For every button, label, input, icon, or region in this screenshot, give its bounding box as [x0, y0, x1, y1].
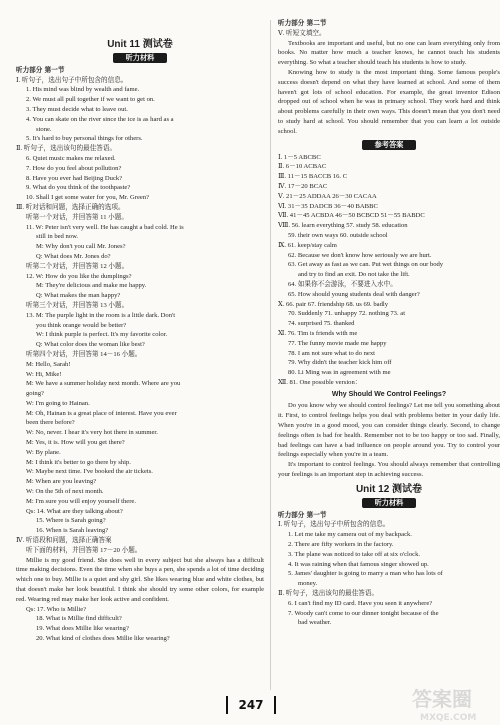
listening-banner: 听力材料 [362, 498, 416, 508]
part-heading: Ⅴ. 听短文填空。 [278, 29, 326, 37]
essay-paragraph: Do you know why we should control feelings? Let me tell you something about it. First, to control feelings helps you deal with problems better in your daily life. When you're in a good mood, you can consider things clearly. Second, to change feelings often is bad for health. Remember not to be too happy or too sad. Finally, bad feelings can have a bad influence on people around you. Try to control your feelings especially when you're in a team. [278, 402, 500, 459]
part-heading: Ⅰ. 听句子，选出句子中所包含的信息。 [278, 521, 390, 529]
answer-list: Ⅰ. 1－5 ABCBC Ⅱ. 6－10 ACBAC Ⅲ. 11－15 BACCB 16. C Ⅳ. 17－20 BCAC Ⅴ. 21－25 ADDAA 26－30 CACAA Ⅵ. 31－35 DADCB 36－40 BABBC Ⅶ. 41－45 ACBDA 46－50 BCBCD 51－55 BABDC Ⅷ. 56. learn everything 57. study 58. education 59. their own ways 60. outside school Ⅸ. 61. keep/stay calm 62. Because we don't know how seriously we are hurt. 63. Get away as fast as we can. Put wet things on our body and try to find an exit. Do not take the lift. 64. 如果你不会游泳，不要进入水中。 65. How should young students deal with danger? Ⅹ. 66. pair 67. friendship 68. us 69. badly 70. Suddenly 71. unhappy 72. nothing 73. at 74. surprised 75. thanked Ⅺ. 76. Tim is friends with me 77. The funny movie made me happy 78. I am not sure what to do next 79. Why didn't the teacher kick him off 80. Li Ming was in agreement with me Ⅻ. 81. One possible version： [278, 153, 444, 386]
passage-paragraph: Textbooks are important and useful, but no one can learn everything only from books. No matter how much a teacher knows, he cannot teach his students everything. So what a teacher should teach his students is how to study. [278, 39, 500, 67]
part-heading: Ⅳ. 听语段和问题，选择正确答案 [16, 537, 112, 545]
essay-paragraph: It's important to control feelings. You should always remember that controlling your feelings is an important step in achieving success. [278, 461, 500, 479]
left-column [16, 18, 264, 644]
list-part2: 6. Quiet music makes me relaxed. 7. How do you feel about pollution? 8. Have you ever had Beijing Duck? 9. What do you think of the toothpaste? 10. Shall I get some water for you, Mr. Green? [26, 154, 150, 202]
passage-intro: 听下面的材料，并回答第 17－20 小题。 [26, 546, 142, 554]
right-column [278, 18, 500, 628]
dialogue-intro: 听第二个对话，并回答第 12 小题。 [26, 262, 129, 270]
part-heading: Ⅱ. 听句子，选出该句的最佳答语。 [278, 590, 379, 598]
list-part1: 1. His mind was blind by wealth and fame. 2. We must all pull together if we want to get on. 3. They must decide what to leave out. 4. You can skate on the river since the ice is as hard as a stone. 5. It's hard to buy personal things for others. [26, 86, 174, 143]
dialogue-3: 13. M: The purple light in the room is a little dark. Don't you think orange would be better? W: I think purple is perfect. It's my favorite color. Q: What color does the woman like best? [26, 311, 176, 349]
listening-banner: 听力材料 [113, 53, 167, 63]
exam-page [10, 10, 500, 700]
dialogue-intro: 听第四个对话，并回答第 14－16 小题。 [26, 350, 142, 358]
part-heading: Ⅲ. 听对话和问题，选择正确的选项。 [16, 203, 125, 211]
watermark-logo [408, 680, 494, 724]
dialogue-2: 12. W: How do you like the dumplings? M: They're delicious and make me happy. Q: What makes the man happy? [26, 272, 147, 300]
part-heading: Ⅰ. 听句子，选出句子中所包含的信息。 [16, 76, 128, 84]
dialogue-4: M: Hello, Sarah! W: Hi, Mike! M: We have a summer holiday next month. Where are you going? W: I'm going to Hainan. M: Oh, Hainan is a great place of interest. Have you ever been there before? W: No, never. I hear it's very hot there in summer. M: Yes, it is. How will you get there? W: By plane. M: I think it's better to go there by ship. W: Maybe next time. I've booked the air tickets. M: When are you leaving? W: On the 5th of next month. M: I'm sure you will enjoy yourself there. Qs: 14. What are they talking about? 15. Where is Sarah going? 16. When is Sarah leaving? [26, 360, 181, 535]
answers-banner: 参考答案 [362, 140, 416, 150]
part-heading: Ⅱ. 听句子，选出该句的最佳答语。 [16, 145, 117, 153]
column-divider [270, 20, 271, 690]
watermark-text: 答案圈 [412, 687, 472, 711]
list-u12-part1: 1. Let me take my camera out of my backpack. 2. There are fifty workers in the factory. 3. The plane was noticed to take off at six o'clock. 4. It was raining when that famous singer showed up. 5. James' daughter is going to marry a man who has lots of money. [288, 531, 443, 588]
essay-title: Why Should We Control Feelings? [331, 390, 447, 398]
dialogue-intro: 听第一个对话，并回答第 11 小题。 [26, 213, 128, 221]
page-number: 247 [226, 696, 276, 714]
dialogue-1: 11. W: Peter isn't very well. He has caught a bad cold. He is still in bed now. M: Why don't you call Mr. Jones? Q: What does Mr. Jones do? [26, 223, 184, 260]
list-u12-part2: 6. I can't find my ID card. Have you seen it anywhere? 7. Woody can't come to our dinner tonight because of the bad weather. [288, 599, 439, 627]
section-heading: 听力部分 第一节 [16, 65, 65, 74]
watermark-sub: MXQE.COM [420, 713, 477, 723]
dialogue-intro: 听第三个对话，并回答第 13 小题。 [26, 301, 129, 309]
section-heading: 听力部分 第二节 [278, 19, 327, 27]
unit-12-title: Unit 12 测试卷 [355, 483, 423, 495]
section-heading: 听力部分 第一节 [278, 510, 327, 519]
passage-questions: Qs: 17. Who is Millie? 18. What is Millie find difficult? 19. What does Millie like wearing? 20. What kind of clothes does Millie like wearing? [26, 605, 170, 643]
unit-11-title: Unit 11 测试卷 [107, 39, 173, 50]
passage-paragraph: Knowing how to study is the most important thing. Some famous people's success doesn't depend on what they have learned at school. And some of them haven't got lots of school education. For example, the great inventor Edison dropped out of school when he was in primary school. They work hard and think about problems carefully in their own ways. This doesn't mean that you don't need to study hard at school. You should remember that you can learn a lot outside school. [278, 68, 500, 135]
passage-paragraph: Millie is my good friend. She does well in every subject but she always has a difficult time making decisions. Even the time when she buys a pen, she spends a lot of time deciding which one to buy. Millie is a quiet and shy girl. She likes wearing blue and white clothes, but that doesn't make her look beautiful. I think she should try some other colors, for example red. Wearing red may make her look active and confident. [16, 556, 264, 603]
